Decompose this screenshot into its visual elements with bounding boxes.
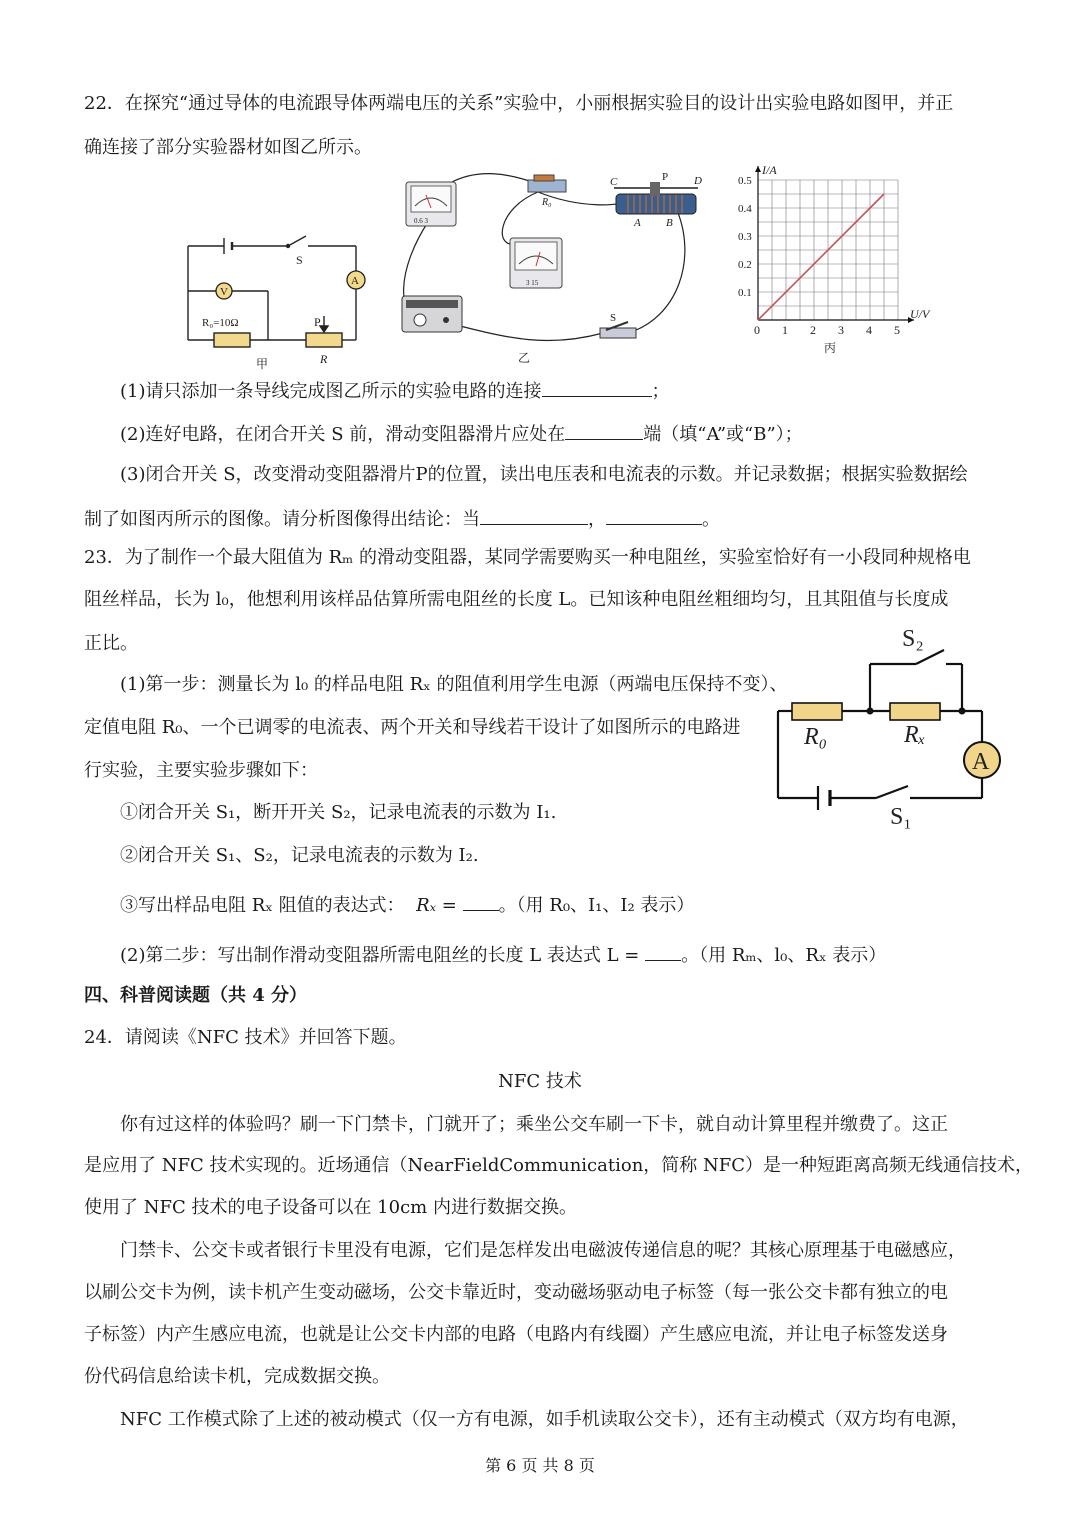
q23-intro-line1: 23．为了制作一个最大阻值为 Rₘ 的滑动变阻器，某同学需要购买一种电阻丝，实验室恰好有一小段同种规格电: [84, 547, 971, 568]
q24-intro: 24．请阅读《NFC 技术》并回答下题。: [84, 1027, 407, 1048]
x-tick-label: 2: [810, 323, 816, 337]
figure-yi-apparatus: [388, 168, 708, 368]
article-p1-line3: 使用了 NFC 技术的电子设备可以在 10cm 内进行数据交换。: [84, 1197, 577, 1218]
q22-blank4[interactable]: [606, 506, 702, 525]
q22-part3-line1: (3)闭合开关 S，改变滑动变阻器滑片P的位置，读出电压表和电流表的示数。并记录数据；根据实验数据绘: [120, 464, 968, 485]
q23-substep1: ①闭合开关 S₁，断开开关 S₂，记录电流表的示数为 I₁.: [120, 802, 557, 823]
q22-part2: (2)连好电路，在闭合开关 S 前，滑动变阻器滑片应处在 端（填“A”或“B”）；: [120, 421, 803, 447]
svg-text:V: V: [220, 286, 228, 298]
svg-text:乙: 乙: [518, 351, 531, 365]
q22-blank1[interactable]: [542, 378, 652, 397]
x-tick-label: 1: [782, 323, 788, 337]
svg-text:Rₓ: Rₓ: [904, 722, 926, 748]
article-title: NFC 技术: [498, 1071, 582, 1092]
q22-intro-line1: 22．在探究“通过导体的电流跟导体两端电压的关系”实验中，小丽根据实验目的设计出实验电路如图甲，并正: [84, 93, 954, 114]
figure-bing-chart: [734, 163, 934, 368]
article-p2-line3: 子标签）内产生感应电流，也就是让公交卡内部的电路（电路内有线圈）产生感应电流，并让电子标签发送身: [84, 1324, 948, 1345]
svg-text:R₀: R₀: [804, 724, 828, 750]
article-p2-line1: 门禁卡、公交卡或者银行卡里没有电源，它们是怎样发出电磁波传递信息的呢？其核心原理基于电磁感应，: [120, 1240, 966, 1261]
svg-text:A: A: [351, 275, 359, 287]
q23-blank-rx[interactable]: [463, 892, 499, 911]
y-tick-label: 0.3: [738, 231, 752, 243]
y-tick-label: 0.2: [738, 259, 752, 271]
y-axis-arrow: [755, 166, 761, 172]
article-p2-line2: 以刷公交卡为例，读卡机产生变动磁场，公交卡靠近时，变动磁场驱动电子标签（每一张公交卡都有独立的电: [84, 1282, 948, 1303]
figure-jia-circuit: [180, 170, 380, 370]
page-footer: 第 6 页 共 8 页: [485, 1456, 595, 1475]
svg-text:S: S: [296, 253, 303, 267]
q23-blank-l[interactable]: [645, 942, 681, 961]
svg-text:D: D: [694, 175, 702, 187]
q23-substep3: ③写出样品电阻 Rₓ 阻值的表达式： Rₓ = 。（用 R₀、I₁、I₂ 表示）: [120, 892, 694, 918]
figure-bing-label: 丙: [824, 341, 837, 355]
q23-circuit-figure: [772, 620, 1012, 830]
q22-intro-line2: 确连接了部分实验器材如图乙所示。: [84, 137, 372, 158]
svg-text:A: A: [634, 217, 641, 229]
svg-text:R: R: [320, 352, 328, 366]
x-tick-label: 5: [894, 323, 900, 337]
r0-resistor: [792, 703, 842, 720]
x-tick-label: 0: [754, 323, 760, 337]
svg-text:B: B: [666, 217, 673, 229]
q22-blank2[interactable]: [565, 421, 643, 440]
svg-text:P: P: [314, 315, 321, 329]
x-tick-label: 4: [866, 323, 872, 337]
rx-resistor: [890, 703, 940, 720]
svg-text:R₀=10Ω: R₀=10Ω: [202, 317, 239, 329]
y-axis-label: I/A: [762, 163, 777, 177]
q23-intro-line2: 阻丝样品，长为 l₀，他想利用该样品估算所需电阻丝的长度 L。已知该种电阻丝粗细均匀，且其阻值与长度成: [84, 589, 949, 610]
q23-intro-line3: 正比。: [84, 633, 138, 654]
svg-text:甲: 甲: [256, 357, 269, 371]
x-axis-label: U/V: [910, 307, 930, 321]
svg-text:R₀: R₀: [542, 197, 552, 208]
svg-text:S₁: S₁: [890, 804, 912, 830]
svg-text:3 15: 3 15: [526, 279, 539, 287]
article-p2-line4: 份代码信息给读卡机，完成数据交换。: [84, 1366, 390, 1387]
x-tick-label: 3: [838, 323, 844, 337]
svg-text:S₂: S₂: [902, 626, 924, 652]
series-line: [758, 194, 884, 320]
resistor-r0-device: [528, 180, 566, 192]
q22-part3-line2: 制了如图丙所示的图像。请分析图像得出结论：当 ， 。: [84, 506, 720, 532]
section-4-heading: 四、科普阅读题（共 4 分）: [84, 985, 308, 1006]
q22-blank3[interactable]: [480, 506, 588, 525]
svg-text:P: P: [662, 171, 669, 183]
article-p1-line2: 是应用了 NFC 技术实现的。近场通信（NearFieldCommunication，简称 NFC）是一种短距离高频无线通信技术，: [84, 1155, 1034, 1176]
switch-device: [600, 328, 636, 338]
article-p3-line1: NFC 工作模式除了上述的被动模式（仅一方有电源，如手机读取公交卡），还有主动模式（双方均有电源，: [120, 1409, 969, 1430]
q23-step2: (2)第二步：写出制作滑动变阻器所需电阻丝的长度 L 表达式 L = 。（用 Rₘ、l₀、Rₓ 表示）: [120, 942, 886, 968]
q23-step1-line2: 定值电阻 R₀、一个已调零的电流表、两个开关和导线若干设计了如图所示的电路进: [84, 717, 741, 738]
y-tick-label: 0.1: [738, 287, 752, 299]
svg-text:0.6 3: 0.6 3: [414, 217, 428, 225]
q23-substep2: ②闭合开关 S₁、S₂，记录电流表的示数为 I₂.: [120, 845, 479, 866]
svg-text:A: A: [972, 749, 990, 775]
q23-step1-line1: (1)第一步：测量长为 l₀ 的样品电阻 Rₓ 的阻值利用学生电源（两端电压保持不变）、: [120, 674, 788, 695]
svg-text:C: C: [610, 176, 618, 188]
q22-part1: (1)请只添加一条导线完成图乙所示的实验电路的连接 ；: [120, 378, 670, 404]
y-tick-label: 0.5: [738, 175, 752, 187]
article-p1-line1: 你有过这样的体验吗？刷一下门禁卡，门就开了；乘坐公交车刷一下卡，就自动计算里程并缴费了。这正: [120, 1114, 948, 1135]
q23-step1-line3: 行实验，主要实验步骤如下：: [84, 760, 318, 781]
svg-text:S: S: [610, 312, 617, 324]
y-tick-label: 0.4: [738, 203, 752, 215]
